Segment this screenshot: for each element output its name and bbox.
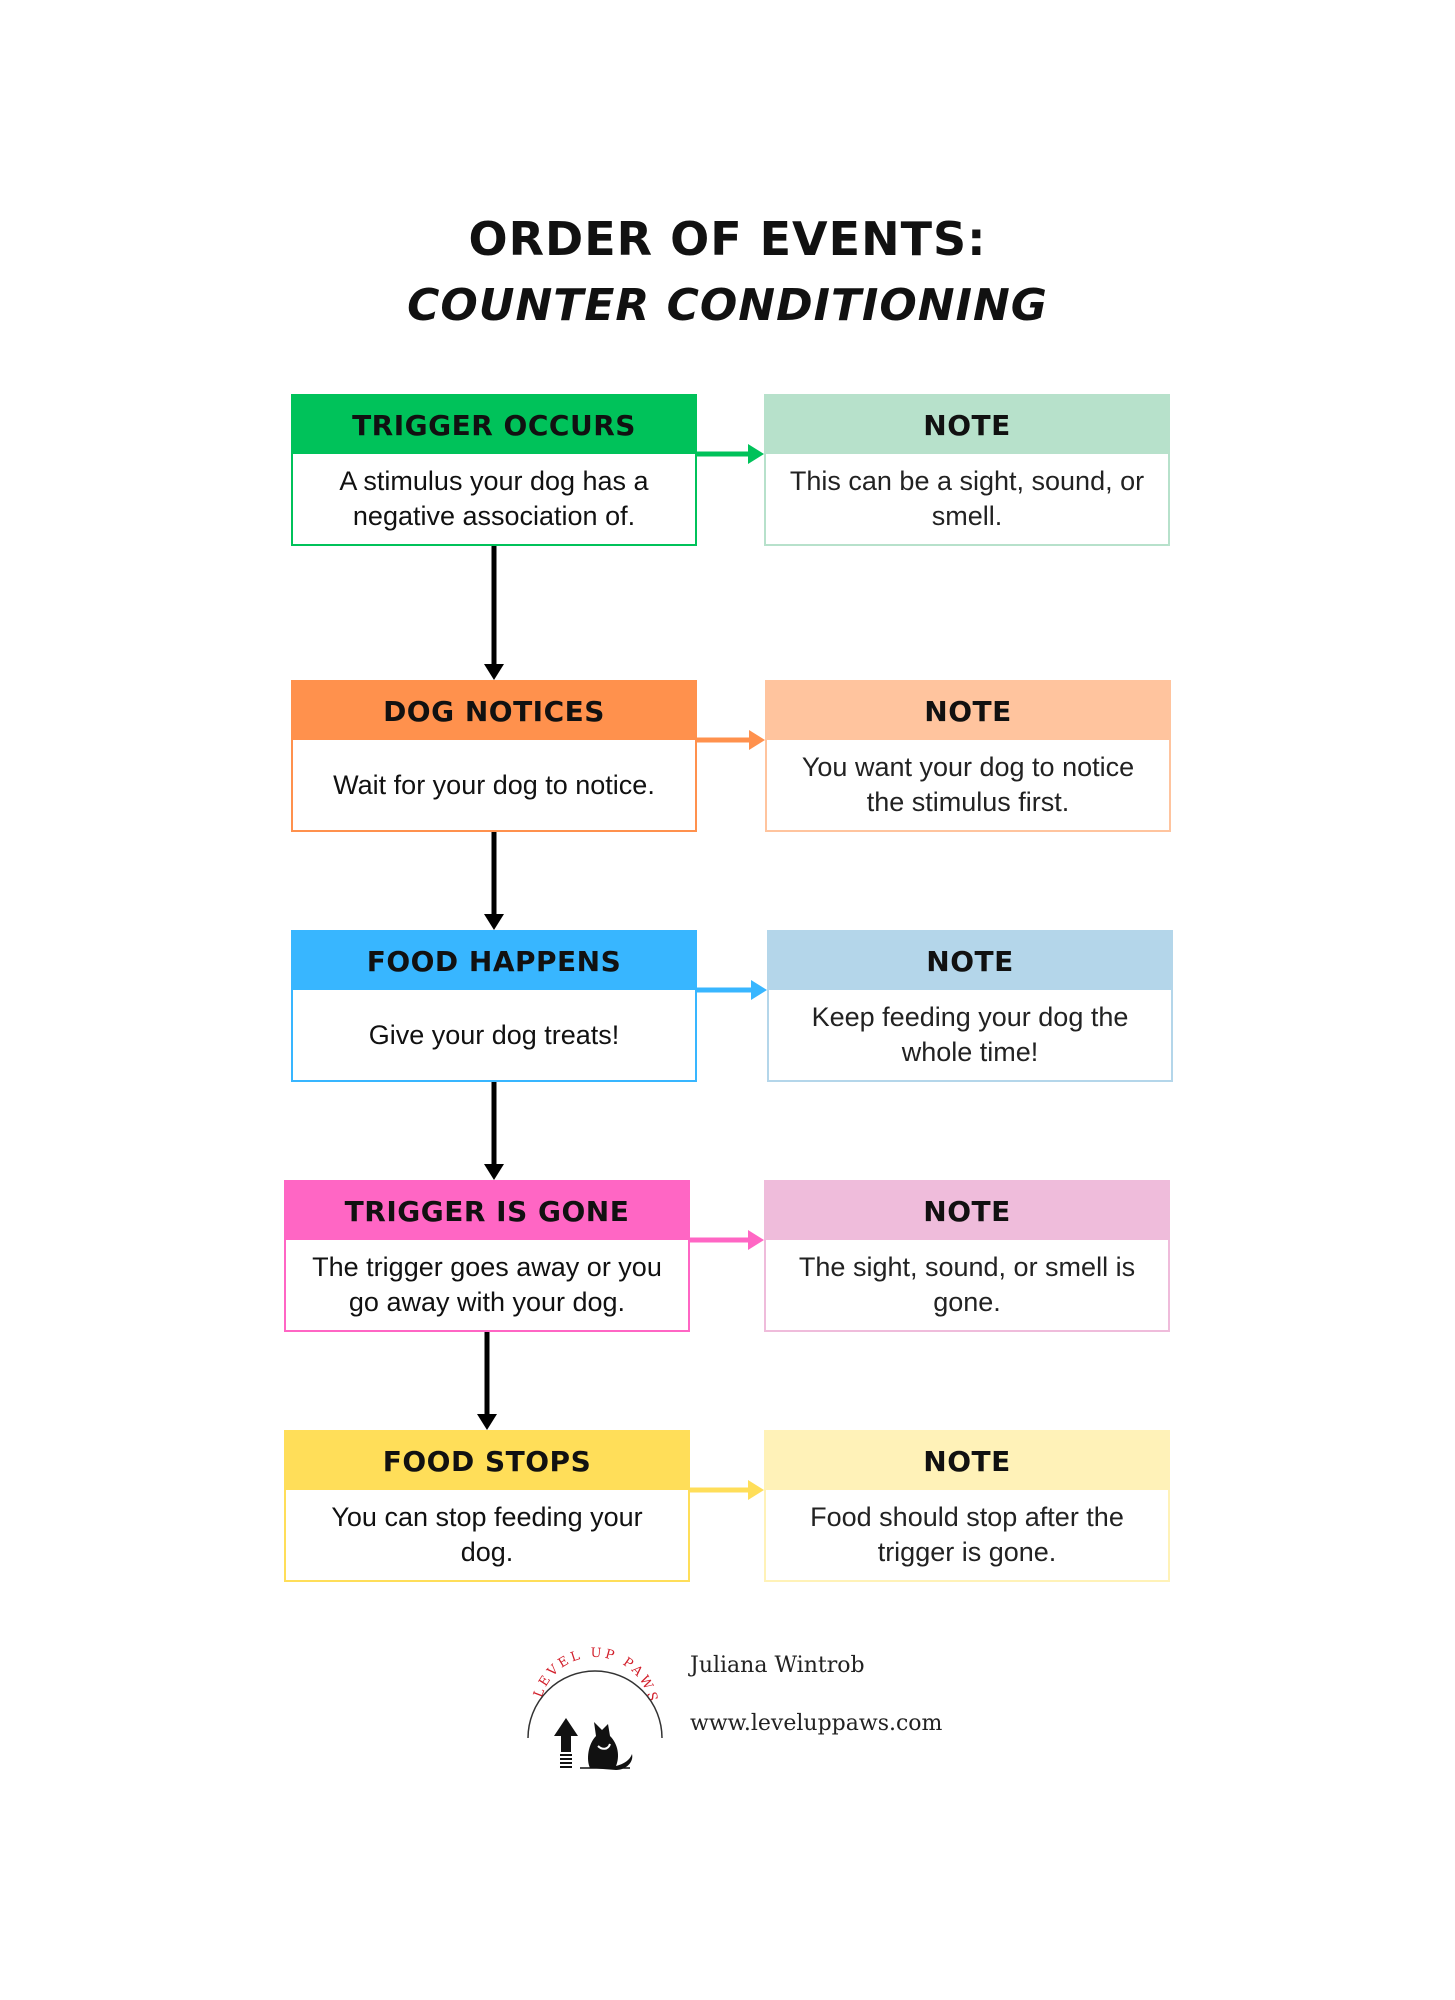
page-subtitle: COUNTER CONDITIONING bbox=[407, 280, 1048, 331]
down-arrow-head bbox=[484, 664, 504, 680]
step-text: A stimulus your dog has a negative association of. bbox=[339, 466, 649, 531]
side-arrow-head bbox=[748, 1480, 764, 1500]
note-text: This can be a sight, sound, or smell. bbox=[789, 466, 1145, 531]
step-box-food-happens bbox=[291, 930, 697, 1082]
step-heading: FOOD STOPS bbox=[286, 1432, 688, 1490]
down-arrow-head bbox=[477, 1414, 497, 1430]
side-arrow-head bbox=[748, 1230, 764, 1250]
step-box-dog-notices bbox=[291, 680, 697, 832]
step-text: Give your dog treats! bbox=[368, 1019, 620, 1050]
step-heading: DOG NOTICES bbox=[293, 682, 695, 740]
step-box-trigger-occurs bbox=[291, 394, 697, 546]
note-box-4 bbox=[764, 1180, 1170, 1332]
step-heading: FOOD HAPPENS bbox=[293, 932, 695, 990]
step-text: You can stop feeding your dog. bbox=[331, 1502, 643, 1567]
side-arrow-head bbox=[751, 980, 767, 1000]
note-box-5 bbox=[764, 1430, 1170, 1582]
note-box-2 bbox=[765, 680, 1171, 832]
note-heading: NOTE bbox=[767, 682, 1169, 740]
note-text: The sight, sound, or smell is gone. bbox=[798, 1252, 1136, 1317]
side-arrow-head bbox=[749, 730, 765, 750]
note-text: Food should stop after the trigger is gone. bbox=[810, 1502, 1124, 1567]
note-box-1 bbox=[764, 394, 1170, 546]
website-link[interactable]: www.leveluppaws.com bbox=[690, 1711, 943, 1736]
note-box-3 bbox=[767, 930, 1173, 1082]
note-text: Keep feeding your dog the whole time! bbox=[811, 1002, 1129, 1067]
logo-text: LEVEL UP PAWS bbox=[531, 1645, 661, 1706]
author-name: Juliana Wintrob bbox=[690, 1653, 865, 1678]
down-arrow-head bbox=[484, 1164, 504, 1180]
step-text: Wait for your dog to notice. bbox=[333, 769, 655, 800]
page-title: ORDER OF EVENTS: bbox=[468, 212, 987, 266]
note-heading: NOTE bbox=[766, 1182, 1168, 1240]
step-heading: TRIGGER OCCURS bbox=[293, 396, 695, 454]
step-heading: TRIGGER IS GONE bbox=[286, 1182, 688, 1240]
note-heading: NOTE bbox=[766, 396, 1168, 454]
step-box-food-stops bbox=[284, 1430, 690, 1582]
note-text: You want your dog to notice the stimulus first. bbox=[801, 752, 1135, 817]
note-heading: NOTE bbox=[766, 1432, 1168, 1490]
side-arrow-head bbox=[748, 444, 764, 464]
step-box-trigger-is-gone bbox=[284, 1180, 690, 1332]
note-heading: NOTE bbox=[769, 932, 1171, 990]
down-arrow-head bbox=[484, 914, 504, 930]
level-up-paws-logo bbox=[520, 1640, 670, 1775]
step-text: The trigger goes away or you go away with your dog. bbox=[312, 1252, 662, 1317]
